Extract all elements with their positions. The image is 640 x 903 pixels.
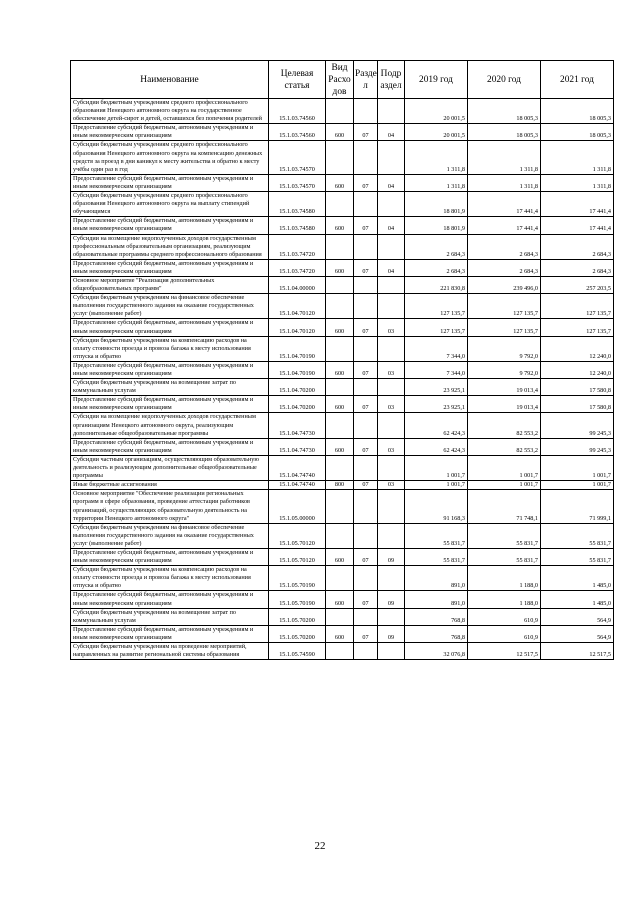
row-value-2019: 32 076,8	[405, 643, 468, 660]
table-row	[71, 455, 614, 480]
row-expense-type	[326, 566, 354, 591]
row-section: 07	[354, 174, 378, 191]
row-name: Предоставление субсидий бюджетным, автономным учреждениям и иным некоммерческим организациям	[71, 361, 269, 378]
row-value-2021: 12 240,0	[541, 361, 614, 378]
row-code: 15.1.03.74580	[269, 192, 326, 217]
row-section: 07	[354, 361, 378, 378]
row-code: 15.1.05.70200	[269, 608, 326, 625]
row-value-2020: 610,9	[468, 625, 541, 642]
table-body	[71, 99, 614, 660]
row-name: Предоставление субсидий бюджетным, автономным учреждениям и иным некоммерческим организациям	[71, 548, 269, 565]
row-value-2020: 12 517,5	[468, 643, 541, 660]
header-2019: 2019 год	[405, 61, 468, 99]
row-name: Основное мероприятие "Реализация дополнительных общеобразовательных программ"	[71, 276, 269, 293]
row-value-2021: 1 001,7	[541, 455, 614, 480]
row-value-2020: 9 792,0	[468, 336, 541, 361]
row-section	[354, 413, 378, 438]
row-value-2020: 1 311,8	[468, 141, 541, 174]
row-value-2021: 2 684,3	[541, 234, 614, 259]
row-subsection	[378, 99, 405, 124]
row-value-2019: 18 801,9	[405, 217, 468, 234]
row-subsection: 03	[378, 481, 405, 490]
row-section: 07	[354, 481, 378, 490]
row-value-2021: 1 311,8	[541, 174, 614, 191]
row-code: 15.1.05.74590	[269, 643, 326, 660]
row-value-2019: 7 344,0	[405, 361, 468, 378]
row-section	[354, 276, 378, 293]
row-name: Субсидии частным организациям, осуществляющим образовательную деятельность и реализующим дополнительные общеобразовательные программы	[71, 455, 269, 480]
header-section: Разде л	[354, 61, 378, 99]
table-row	[71, 174, 614, 191]
row-expense-type: 600	[326, 124, 354, 141]
row-subsection	[378, 413, 405, 438]
table-row	[71, 141, 614, 174]
row-section: 07	[354, 625, 378, 642]
row-section: 07	[354, 259, 378, 276]
row-section: 07	[354, 591, 378, 608]
row-expense-type: 600	[326, 438, 354, 455]
row-name: Субсидии бюджетным учреждениям на компенсацию расходов на оплату стоимости проезда и провоза багажа к месту использования отпуска и обратно	[71, 336, 269, 361]
row-code: 15.1.03.74720	[269, 234, 326, 259]
row-section	[354, 455, 378, 480]
table-row	[71, 438, 614, 455]
row-value-2020: 19 013,4	[468, 396, 541, 413]
row-name: Предоставление субсидий бюджетным, автономным учреждениям и иным некоммерческим организациям	[71, 217, 269, 234]
row-value-2019: 127 135,7	[405, 319, 468, 336]
row-value-2020: 1 001,7	[468, 481, 541, 490]
table-row	[71, 481, 614, 490]
table-row	[71, 625, 614, 642]
row-name: Субсидии бюджетным учреждениям на возмещение затрат по коммунальным услугам	[71, 379, 269, 396]
row-subsection: 09	[378, 548, 405, 565]
row-subsection: 04	[378, 217, 405, 234]
table-row	[71, 396, 614, 413]
row-section	[354, 99, 378, 124]
row-subsection	[378, 455, 405, 480]
row-value-2021: 18 005,3	[541, 124, 614, 141]
row-code: 15.1.04.70200	[269, 396, 326, 413]
table-row	[71, 643, 614, 660]
row-subsection	[378, 608, 405, 625]
row-code: 15.1.03.74580	[269, 217, 326, 234]
header-2021: 2021 год	[541, 61, 614, 99]
row-subsection: 03	[378, 396, 405, 413]
row-value-2021: 127 135,7	[541, 294, 614, 319]
row-expense-type	[326, 192, 354, 217]
table-row	[71, 591, 614, 608]
row-code: 15.1.04.70190	[269, 361, 326, 378]
row-code: 15.1.04.70190	[269, 336, 326, 361]
table-row	[71, 294, 614, 319]
budget-table-sheet	[70, 60, 613, 660]
row-value-2020: 17 441,4	[468, 217, 541, 234]
row-value-2020: 2 684,3	[468, 234, 541, 259]
row-code: 15.1.04.00000	[269, 276, 326, 293]
row-subsection: 09	[378, 591, 405, 608]
row-expense-type: 600	[326, 591, 354, 608]
row-expense-type: 600	[326, 361, 354, 378]
row-value-2020: 18 005,3	[468, 99, 541, 124]
row-value-2020: 2 684,3	[468, 259, 541, 276]
row-expense-type	[326, 643, 354, 660]
row-value-2020: 71 748,1	[468, 490, 541, 523]
table-row	[71, 413, 614, 438]
header-code: Целевая статья	[269, 61, 326, 99]
row-section: 07	[354, 124, 378, 141]
table-row	[71, 192, 614, 217]
row-value-2020: 1 311,8	[468, 174, 541, 191]
row-subsection: 09	[378, 625, 405, 642]
row-expense-type	[326, 413, 354, 438]
row-subsection	[378, 192, 405, 217]
row-value-2019: 55 831,7	[405, 523, 468, 548]
row-section	[354, 141, 378, 174]
row-section	[354, 490, 378, 523]
row-value-2019: 768,8	[405, 625, 468, 642]
row-expense-type: 800	[326, 481, 354, 490]
row-name: Субсидии бюджетным учреждениям среднего профессионального образования Ненецкого автономного округа на выплату стипендий обучающимся	[71, 192, 269, 217]
row-value-2021: 55 831,7	[541, 548, 614, 565]
row-subsection: 04	[378, 124, 405, 141]
row-name: Предоставление субсидий бюджетным, автономным учреждениям и иным некоммерческим организациям	[71, 174, 269, 191]
row-section: 07	[354, 396, 378, 413]
row-value-2019: 891,0	[405, 566, 468, 591]
row-value-2019: 2 684,3	[405, 259, 468, 276]
row-code: 15.1.03.74720	[269, 259, 326, 276]
row-value-2019: 1 311,8	[405, 174, 468, 191]
row-value-2021: 1 485,0	[541, 591, 614, 608]
row-value-2021: 17 441,4	[541, 217, 614, 234]
row-expense-type: 600	[326, 319, 354, 336]
table-row	[71, 276, 614, 293]
row-code: 15.1.04.74730	[269, 413, 326, 438]
row-expense-type	[326, 523, 354, 548]
row-subsection	[378, 336, 405, 361]
row-value-2021: 127 135,7	[541, 319, 614, 336]
row-name: Предоставление субсидий бюджетным, автономным учреждениям и иным некоммерческим организациям	[71, 319, 269, 336]
header-2020: 2020 год	[468, 61, 541, 99]
table-row	[71, 379, 614, 396]
row-value-2020: 19 013,4	[468, 379, 541, 396]
row-subsection: 03	[378, 438, 405, 455]
budget-table	[70, 60, 614, 660]
row-expense-type: 600	[326, 174, 354, 191]
table-row	[71, 99, 614, 124]
row-value-2021: 18 005,3	[541, 99, 614, 124]
table-row	[71, 124, 614, 141]
row-code: 15.1.04.74740	[269, 455, 326, 480]
row-subsection	[378, 141, 405, 174]
row-name: Предоставление субсидий бюджетным, автономным учреждениям и иным некоммерческим организациям	[71, 438, 269, 455]
row-code: 15.1.03.74570	[269, 141, 326, 174]
row-section	[354, 234, 378, 259]
row-name: Субсидии бюджетным учреждениям на финансовое обеспечение выполнения государственного задания на оказание государственных услуг (выполнение работ)	[71, 294, 269, 319]
row-name: Предоставление субсидий бюджетным, автономным учреждениям и иным некоммерческим организациям	[71, 259, 269, 276]
row-section	[354, 336, 378, 361]
row-subsection: 04	[378, 259, 405, 276]
row-value-2021: 17 580,8	[541, 396, 614, 413]
table-row	[71, 234, 614, 259]
row-value-2021: 2 684,3	[541, 259, 614, 276]
table-row	[71, 259, 614, 276]
row-value-2019: 768,8	[405, 608, 468, 625]
row-expense-type: 600	[326, 259, 354, 276]
row-value-2019: 91 168,3	[405, 490, 468, 523]
table-row	[71, 217, 614, 234]
row-name: Субсидии на возмещение недополученных доходов государственным организациям Ненецкого автономного округа, реализующим дополнительные общеобразовательные программы	[71, 413, 269, 438]
row-name: Предоставление субсидий бюджетным, автономным учреждениям и иным некоммерческим организациям	[71, 124, 269, 141]
table-row	[71, 490, 614, 523]
row-subsection	[378, 294, 405, 319]
row-value-2020: 1 188,0	[468, 566, 541, 591]
row-code: 15.1.05.70120	[269, 548, 326, 565]
row-code: 15.1.03.74560	[269, 124, 326, 141]
row-expense-type	[326, 455, 354, 480]
row-value-2020: 18 005,3	[468, 124, 541, 141]
row-value-2021: 564,9	[541, 608, 614, 625]
row-expense-type	[326, 234, 354, 259]
row-value-2019: 23 925,1	[405, 396, 468, 413]
row-value-2021: 99 245,3	[541, 413, 614, 438]
row-expense-type	[326, 608, 354, 625]
row-name: Субсидии бюджетным учреждениям среднего профессионального образования Ненецкого автономного округа на компенсацию денежных средств за проезд в дни каникул к месту жительства и обратно к месту учёбы один раз в год	[71, 141, 269, 174]
row-value-2019: 7 344,0	[405, 336, 468, 361]
row-subsection: 03	[378, 319, 405, 336]
row-value-2020: 55 831,7	[468, 523, 541, 548]
row-subsection: 04	[378, 174, 405, 191]
row-section: 07	[354, 548, 378, 565]
row-expense-type	[326, 99, 354, 124]
row-value-2019: 20 001,5	[405, 124, 468, 141]
row-value-2021: 55 831,7	[541, 523, 614, 548]
row-value-2019: 221 830,8	[405, 276, 468, 293]
row-name: Иные бюджетные ассигнования	[71, 481, 269, 490]
row-value-2020: 239 496,0	[468, 276, 541, 293]
row-section	[354, 192, 378, 217]
row-name: Основное мероприятие "Обеспечение реализации региональных программ в сфере образования, проведение аттестации работников организаций, осуществляющих образовательную деятельность на территории Ненецкого автономного округа"	[71, 490, 269, 523]
row-value-2021: 99 245,3	[541, 438, 614, 455]
row-section: 07	[354, 217, 378, 234]
table-row	[71, 319, 614, 336]
row-name: Субсидии бюджетным учреждениям на проведение мероприятий, направленных на развитие региональной системы образования	[71, 643, 269, 660]
row-name: Субсидии бюджетным учреждениям на финансовое обеспечение выполнения государственного задания на оказание государственных услуг (выполнение работ)	[71, 523, 269, 548]
row-code: 15.1.04.74730	[269, 438, 326, 455]
row-value-2021: 1 001,7	[541, 481, 614, 490]
row-code: 15.1.05.70190	[269, 591, 326, 608]
row-subsection	[378, 276, 405, 293]
row-value-2020: 82 553,2	[468, 438, 541, 455]
row-value-2021: 12 517,5	[541, 643, 614, 660]
row-value-2021: 1 311,8	[541, 141, 614, 174]
row-code: 15.1.05.70190	[269, 566, 326, 591]
row-value-2020: 127 135,7	[468, 319, 541, 336]
row-value-2020: 610,9	[468, 608, 541, 625]
table-row	[71, 523, 614, 548]
row-value-2019: 1 001,7	[405, 481, 468, 490]
header-expense-type: Вид Расхо дов	[326, 61, 354, 99]
row-name: Субсидии на возмещение недополученных доходов государственным профессиональным образовательным организациям, реализующим образовательные программы среднего профессионального образования	[71, 234, 269, 259]
row-expense-type: 600	[326, 217, 354, 234]
row-subsection	[378, 523, 405, 548]
table-header-row	[71, 61, 614, 99]
page-number: 22	[314, 840, 326, 852]
row-value-2021: 17 441,4	[541, 192, 614, 217]
row-name: Предоставление субсидий бюджетным, автономным учреждениям и иным некоммерческим организациям	[71, 591, 269, 608]
row-code: 15.1.05.70120	[269, 523, 326, 548]
row-expense-type: 600	[326, 625, 354, 642]
row-value-2019: 18 801,9	[405, 192, 468, 217]
table-row	[71, 361, 614, 378]
row-value-2021: 1 485,0	[541, 566, 614, 591]
row-section: 07	[354, 319, 378, 336]
row-value-2021: 71 999,1	[541, 490, 614, 523]
row-code: 15.1.04.70120	[269, 294, 326, 319]
row-code: 15.1.04.70120	[269, 319, 326, 336]
row-subsection	[378, 490, 405, 523]
row-expense-type	[326, 336, 354, 361]
row-value-2019: 1 311,8	[405, 141, 468, 174]
row-value-2020: 1 188,0	[468, 591, 541, 608]
row-section	[354, 643, 378, 660]
row-value-2019: 62 424,3	[405, 438, 468, 455]
row-code: 15.1.05.00000	[269, 490, 326, 523]
row-subsection: 03	[378, 361, 405, 378]
row-value-2021: 564,9	[541, 625, 614, 642]
row-value-2019: 55 831,7	[405, 548, 468, 565]
row-code: 15.1.05.70200	[269, 625, 326, 642]
row-expense-type: 600	[326, 396, 354, 413]
row-section: 07	[354, 438, 378, 455]
row-name: Субсидии бюджетным учреждениям на возмещение затрат по коммунальным услугам	[71, 608, 269, 625]
row-name: Предоставление субсидий бюджетным, автономным учреждениям и иным некоммерческим организациям	[71, 625, 269, 642]
row-value-2021: 12 240,0	[541, 336, 614, 361]
row-code: 15.1.03.74560	[269, 99, 326, 124]
table-row	[71, 548, 614, 565]
row-value-2019: 127 135,7	[405, 294, 468, 319]
row-value-2019: 23 925,1	[405, 379, 468, 396]
row-expense-type	[326, 490, 354, 523]
row-value-2020: 1 001,7	[468, 455, 541, 480]
row-code: 15.1.04.74740	[269, 481, 326, 490]
row-expense-type	[326, 379, 354, 396]
row-value-2019: 62 424,3	[405, 413, 468, 438]
row-value-2020: 127 135,7	[468, 294, 541, 319]
row-subsection	[378, 643, 405, 660]
header-subsection: Подр аздел	[378, 61, 405, 99]
row-value-2021: 257 203,5	[541, 276, 614, 293]
table-row	[71, 336, 614, 361]
row-subsection	[378, 566, 405, 591]
row-expense-type	[326, 141, 354, 174]
row-value-2019: 1 001,7	[405, 455, 468, 480]
row-name: Субсидии бюджетным учреждениям среднего профессионального образования Ненецкого автономного округа на государственное обеспечение детей-сирот и детей, оставшихся без попечения родителей	[71, 99, 269, 124]
row-name: Субсидии бюджетным учреждениям на компенсацию расходов на оплату стоимости проезда и провоза багажа к месту использования отпуска и обратно	[71, 566, 269, 591]
row-section	[354, 379, 378, 396]
row-section	[354, 294, 378, 319]
row-code: 15.1.03.74570	[269, 174, 326, 191]
row-value-2020: 17 441,4	[468, 192, 541, 217]
row-section	[354, 566, 378, 591]
header-name: Наименование	[71, 61, 269, 99]
row-value-2019: 20 001,5	[405, 99, 468, 124]
row-section	[354, 608, 378, 625]
row-value-2019: 891,0	[405, 591, 468, 608]
row-value-2020: 82 553,2	[468, 413, 541, 438]
table-row	[71, 566, 614, 591]
row-value-2020: 9 792,0	[468, 361, 541, 378]
row-expense-type	[326, 276, 354, 293]
row-subsection	[378, 379, 405, 396]
row-name: Предоставление субсидий бюджетным, автономным учреждениям и иным некоммерческим организациям	[71, 396, 269, 413]
row-value-2020: 55 831,7	[468, 548, 541, 565]
row-section	[354, 523, 378, 548]
row-expense-type	[326, 294, 354, 319]
row-expense-type: 600	[326, 548, 354, 565]
row-subsection	[378, 234, 405, 259]
table-row	[71, 608, 614, 625]
row-code: 15.1.04.70200	[269, 379, 326, 396]
row-value-2019: 2 684,3	[405, 234, 468, 259]
row-value-2021: 17 580,8	[541, 379, 614, 396]
